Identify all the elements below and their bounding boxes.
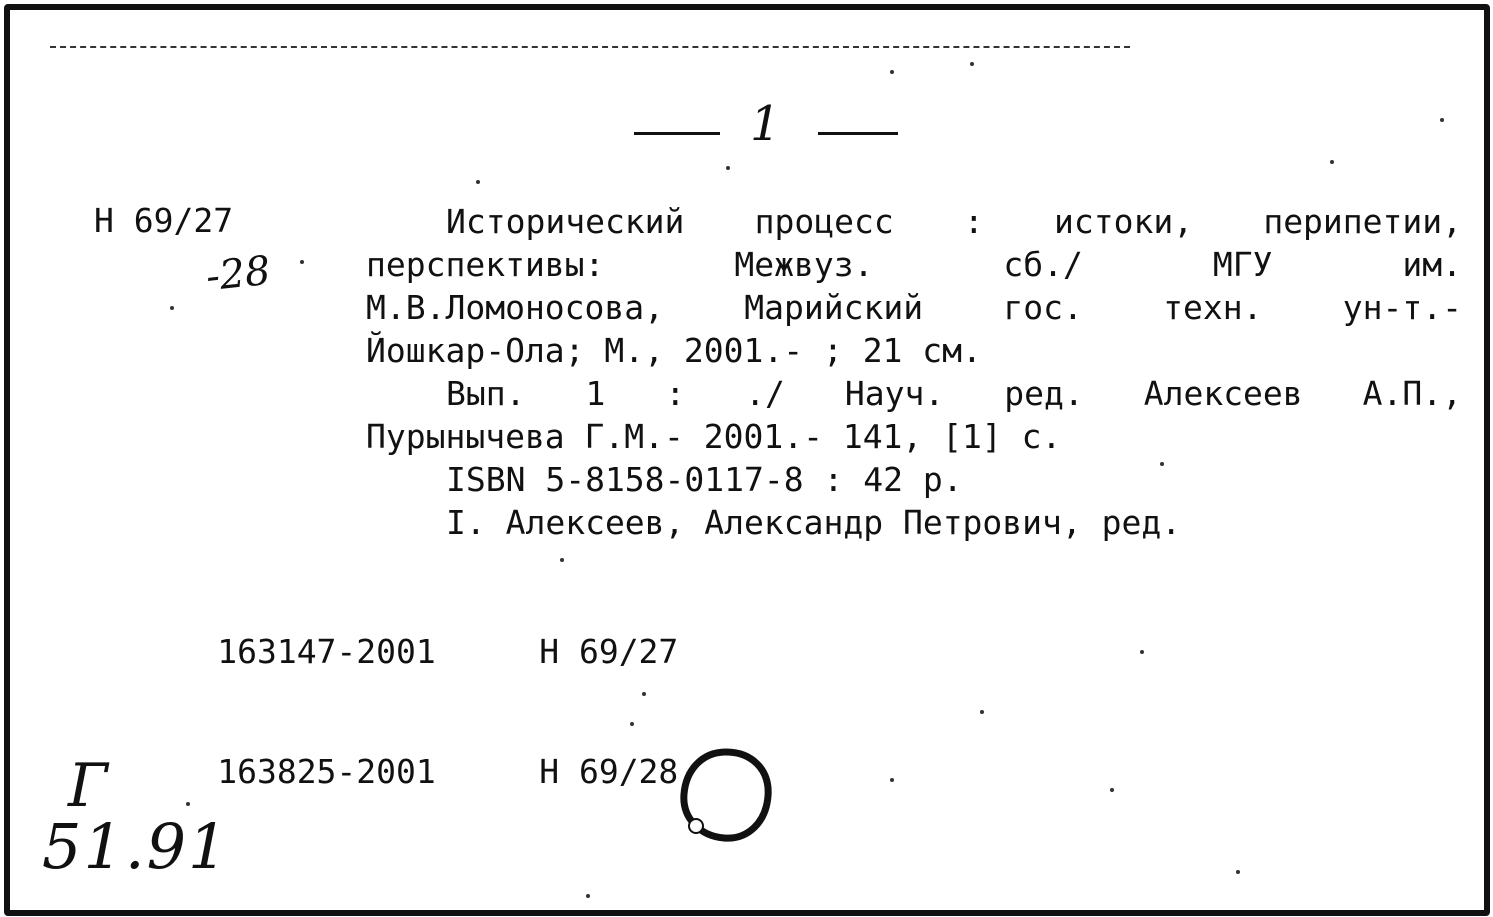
accession-number: 163147-2001	[217, 632, 436, 671]
page-marker-dash-left	[634, 132, 720, 135]
speck	[970, 62, 974, 66]
imprint-line: Йошкар-Ола; М., 2001.- ; 21 см.	[366, 331, 982, 370]
bibliographic-description	[366, 200, 1462, 544]
speck	[890, 778, 894, 782]
isbn-line: ISBN 5-8158-0117-8 : 42 р.	[446, 460, 963, 499]
title-line: М.В.Ломоносова, Марийский гос. техн. ун-т.-	[366, 288, 1462, 327]
speck	[1160, 462, 1164, 466]
call-number: Н 69/27	[539, 632, 679, 671]
accession-number: 163825-2001	[217, 752, 436, 791]
speck	[560, 558, 564, 562]
page-number: 1	[750, 96, 781, 152]
title-line: перспективы: Межвуз. сб./ МГУ им.	[366, 245, 1462, 284]
speck	[300, 260, 304, 264]
speck	[980, 710, 984, 714]
shelf-mark: Н 69/27	[94, 201, 234, 240]
title-line: Исторический процесс : истоки, перипетии,	[446, 202, 1462, 241]
speck	[186, 802, 190, 806]
speck	[642, 692, 646, 696]
page-marker-dash-right	[818, 132, 898, 135]
top-dashed-rule	[50, 46, 1130, 48]
speck	[1330, 160, 1334, 164]
shelf-mark-handwritten: -28	[203, 247, 273, 301]
speck	[630, 722, 634, 726]
speck	[1440, 118, 1444, 122]
added-entry: I. Алексеев, Александр Петрович, ред.	[446, 503, 1182, 542]
handwritten-classification	[40, 751, 240, 906]
handwritten-class-number: 51.91	[42, 810, 230, 883]
volume-line: Пурынычева Г.М.- 2001.- 141, [1] с.	[366, 417, 1062, 456]
speck	[586, 894, 590, 898]
speck	[1140, 650, 1144, 654]
speck	[726, 166, 730, 170]
speck	[890, 70, 894, 74]
speck	[1236, 870, 1240, 874]
speck	[476, 180, 480, 184]
call-number: Н 69/28	[539, 752, 679, 791]
speck	[170, 306, 174, 310]
catalog-card	[4, 4, 1490, 916]
volume-line: Вып. 1 : ./ Науч. ред. Алексеев А.П.,	[446, 374, 1462, 413]
handwritten-letter: Г	[68, 751, 108, 821]
inventory-row	[98, 592, 678, 712]
speck	[1110, 788, 1114, 792]
punch-hole-icon	[674, 744, 778, 848]
page-marker	[628, 94, 908, 164]
